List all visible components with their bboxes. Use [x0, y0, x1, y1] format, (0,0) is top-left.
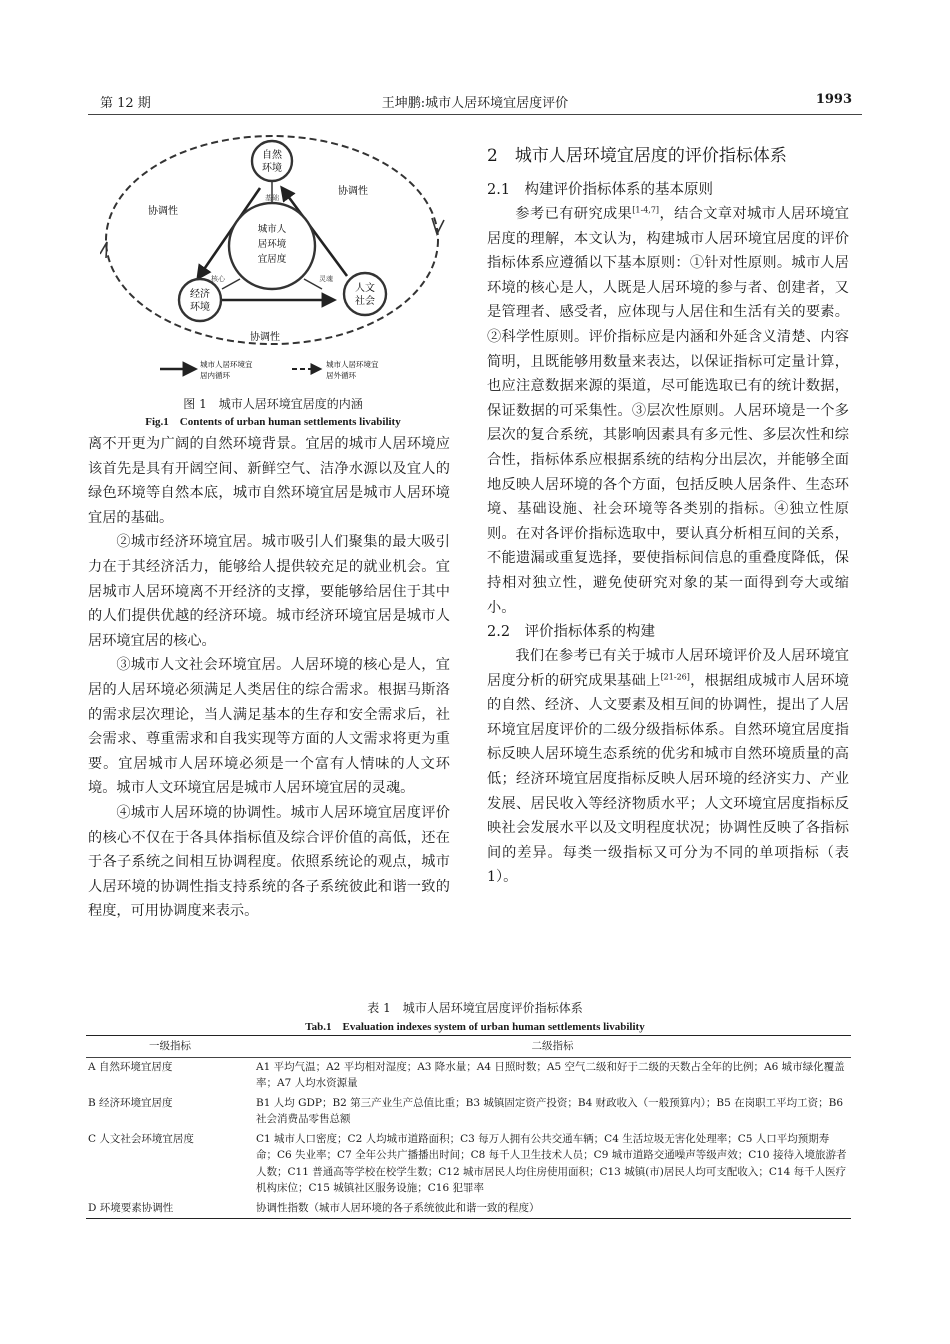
economy-label-2: 环境 [190, 302, 210, 313]
coordination-label-left: 协调性 [148, 206, 178, 217]
table-cell-level2: B1 人均 GDP；B2 第三产业生产总值比重；B3 城镇固定资产投资；B4 财政收入（一般预算内）；B5 在岗职工平均工资；B6 社会消费品零售总额 [256, 1096, 844, 1125]
culture-label-1: 人文 [355, 283, 375, 294]
right-paragraph-1-part-a: 参考已有研究成果 [515, 206, 633, 222]
legend-outer-label-2: 居外循环 [326, 371, 356, 380]
right-paragraph-2-part-a: 我们在参考已有关于城市人居环境评价及人居环境宜居度分析的研究成果基础上 [487, 648, 849, 689]
left-paragraph-3: ③城市人文社会环境宜居。人居环境的核心是人，宜居的人居环境必须满足人类居住的综合需求。根据马斯洛的需求层次理论，当人满足基本的生存和安全需求后，社会需求、尊重需求和自我实现等方面的人文需求将更为重要。宜居城市人居环境必须是一个富有人情味的人文环境。城市人文环境宜居是城市人居环境宜居的灵魂。 [88, 657, 450, 797]
right-paragraph-2 [487, 644, 849, 890]
nature-label-1: 自然 [262, 150, 282, 161]
index-table [86, 1035, 851, 1219]
table-cell-level1: D 环境要素协调性 [86, 1199, 254, 1219]
right-paragraph-1-part-b: ，结合文章对城市人居环境宜居度的理解，本文认为，构建城市人居环境宜居度的评价指标体系应遵循以下基本原则：①针对性原则。城市人居环境的核心是人，人既是人居环境的参与者、创建者，又是管理者、感受者，应体现与人居住和生活有关的要素。②科学性原则。评价指标应是内涵和外延含义清楚、内容简明，且既能够用数量来表达，以保证指标可定量计算，也应注意数据来源的渠道，尽可能选取已有的统计数据，保证数据的可采集性。③层次性原则。人居环境是一个多层次的复合系统，其影响因素具有多元性、多层次性和综合性，指标体系应根据系统的结构分出层次，并能够全面地反映人居环境的各个方面，包括反映人居条件、生态环境、基础设施、社会环境等各类别的指标。④独立性原则。在对各评价指标选取中，要认真分析相互间的关系，不能遗漏或重复选择，要使指标间信息的重叠度降低，保持相对独立性，避免使研究对象的某一面得到夸大或缩小。 [487, 206, 849, 616]
table-row [86, 1130, 851, 1199]
economy-node [179, 279, 221, 321]
table-cell-level2: 协调性指数（城市人居环境的各子系统彼此和谐一致的程度） [254, 1199, 851, 1219]
table-cell-level1: A 自然环境宜居度 [88, 1060, 173, 1073]
nature-label-2: 环境 [262, 163, 282, 174]
table-caption-en: Tab.1 Evaluation indexes system of urban human settlements livability [305, 1021, 645, 1033]
right-paragraph-2-part-b: ，根据组成城市人居环境的自然、经济、人文要素及相互间的协调性，提出了人居环境宜居度评价的二级分级指标体系。自然环境宜居度指标反映人居环境生态系统的优劣和城市自然环境质量的高低；经济环境宜居度指标反映人居环境的经济实力、产业发展、居民收入等经济物质水平；人文环境宜居度指标反映社会发展水平以及文明程度状况；协调性反映了各指标间的差异。每类一级指标又可分为不同的单项指标（表 1）。 [487, 672, 849, 886]
edge-label-soul: 灵魂 [319, 275, 333, 283]
economy-label-1: 经济 [190, 289, 210, 300]
table-row [86, 1094, 851, 1130]
culture-node [344, 273, 386, 315]
nature-node [252, 141, 292, 181]
legend-outer-label-1: 城市人居环境宜 [326, 360, 379, 369]
table-row [86, 1199, 851, 1219]
center-label-2: 居环境 [257, 239, 287, 250]
citation-ref-1: [1-4,7] [632, 205, 660, 215]
coordination-label-bottom: 协调性 [250, 332, 280, 343]
table-header-row [86, 1036, 851, 1058]
citation-ref-2: [21-26] [660, 671, 690, 681]
table-cell-level1: C 人文社会环境宜居度 [88, 1132, 194, 1145]
edge-label-core: 核心 [211, 275, 225, 283]
figure-1-diagram [100, 128, 445, 390]
header-issue: 第 12 期 [100, 96, 151, 111]
table-row [86, 1057, 851, 1094]
center-label-3: 宜居度 [257, 254, 287, 265]
table-caption-zh: 表 1 城市人居环境宜居度评价指标体系 [367, 1001, 583, 1015]
table-header-level1: 一级指标 [86, 1036, 254, 1058]
coordination-label-right: 协调性 [338, 186, 368, 197]
left-paragraph-2: ②城市经济环境宜居。城市吸引人们聚集的最大吸引力在于其经济活力，能够给人提供较充足的就业机会。宜居城市人居环境离不开经济的支撑，要能够给居住于其中的人们提供优越的经济环境。城市经济环境宜居是城市人居环境宜居的核心。 [88, 534, 450, 649]
edge-label-basis: 基础 [265, 194, 279, 202]
figure-caption-en: Fig.1 Contents of urban human settlements livability [145, 416, 401, 428]
section-heading-2: 2 城市人居环境宜居度的评价指标体系 [487, 146, 787, 166]
figure-caption-zh: 图 1 城市人居环境宜居度的内涵 [183, 397, 363, 411]
legend-inner-label-1: 城市人居环境宜 [200, 360, 253, 369]
page-number: 1993 [815, 92, 852, 107]
legend-inner-label-2: 居内循环 [200, 371, 230, 380]
culture-label-2: 社会 [355, 296, 375, 307]
table-cell-level2: C1 城市人口密度；C2 人均城市道路面积；C3 每万人拥有公共交通车辆；C4 生活垃圾无害化处理率；C5 人口平均预期寿命；C6 失业率；C7 全年公共广播播出时间；C8 每千人卫生技术人员；C9 城市道路交通噪声等级声效；C10 接待入境旅游者人数；C11 普通高等学校在校学生数；C12 城市居民人均住房使用面积；C13 城镇(市)居民人均可支配收入；C14 每千人医疗机构床位；C15 城镇社区服务设施；C16 犯罪率 [256, 1132, 847, 1194]
left-paragraph-4: ④城市人居环境的协调性。城市人居环境宜居度评价的核心不仅在于各具体指标值及综合评价值的高低，还在于各子系统之间相互协调程度。依照系统论的观点，城市人居环境的协调性指支持系统的各子系统彼此和谐一致的程度，可用协调度来表示。 [88, 804, 450, 920]
left-column [88, 432, 450, 924]
center-label-1: 城市人 [257, 224, 287, 235]
right-paragraph-1 [487, 202, 849, 620]
table-cell-level2: A1 平均气温；A2 平均相对湿度；A3 降水量；A4 日照时数；A5 空气二级和好于二级的天数占全年的比例；A6 城市绿化覆盖率；A7 人均水资源量 [256, 1060, 845, 1089]
subsection-heading-2-2: 2.2 评价指标体系的构建 [487, 624, 656, 641]
right-column [487, 144, 849, 890]
subsection-heading-2-1: 2.1 构建评价指标体系的基本原则 [487, 182, 714, 198]
table-cell-level1: B 经济环境宜居度 [88, 1096, 173, 1109]
header-rule [88, 114, 862, 115]
header-title: 王坤鹏:城市人居环境宜居度评价 [381, 96, 569, 111]
left-paragraph-1: 离不开更为广阔的自然环境背景。宜居的城市人居环境应该首先是具有开阔空间、新鲜空气、洁净水源以及宜人的绿色环境等自然本底，城市自然环境宜居是城市人居环境宜居的基础。 [88, 436, 450, 526]
table-header-level2: 二级指标 [254, 1036, 851, 1058]
